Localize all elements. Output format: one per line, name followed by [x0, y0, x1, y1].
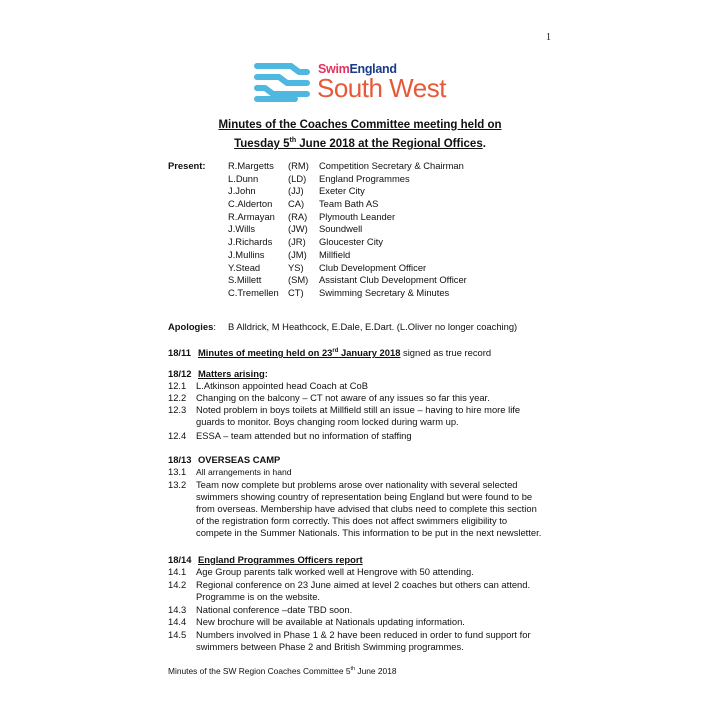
attendee-name: R.Margetts — [228, 160, 274, 171]
apologies-colon: : — [213, 321, 216, 332]
item-text: swimmers between Phase 2 and British Swimming programmes. — [196, 641, 464, 652]
item-text: Changing on the balcony – CT not aware of any issues so far this year. — [196, 392, 490, 403]
section-number: 18/14 — [168, 554, 192, 565]
item-text: L.Atkinson appointed head Coach at CoB — [196, 380, 368, 391]
item-text: New brochure will be available at Nationals updating information. — [196, 616, 465, 627]
attendee-role: Plymouth Leander — [319, 210, 396, 222]
section-18-14 — [168, 554, 363, 566]
attendee-role: Gloucester City — [319, 236, 384, 248]
title-date-text: Tuesday 5 — [234, 137, 290, 150]
section-number: 18/13 — [168, 454, 192, 465]
section-18-12 — [168, 368, 268, 380]
document-title-line1: Minutes of the Coaches Committee meeting held on — [218, 119, 502, 131]
attendee-initials: (JW) — [288, 223, 308, 235]
item-number: 12.4 — [168, 430, 187, 441]
present-label: Present: — [168, 160, 206, 171]
page-footer — [168, 666, 397, 676]
attendee-role: Soundwell — [319, 223, 363, 235]
attendee-initials: (JJ) — [288, 185, 304, 197]
attendee-role: England Programmes — [319, 172, 410, 184]
document-title-line2 — [0, 133, 720, 152]
swim-england-south-west-logo — [253, 58, 468, 108]
attendee-role: Team Bath AS — [319, 198, 379, 210]
item-text: Numbers involved in Phase 1 & 2 have been reduced in order to fund support for — [196, 629, 531, 640]
attendee-name: J.John — [228, 185, 256, 197]
title-date-sup: th — [289, 137, 297, 144]
item-number: 14.1 — [168, 566, 187, 577]
logo-swim-text: Swim — [318, 62, 350, 76]
section-heading-colon: : — [264, 368, 268, 379]
attendee-initials: (LD) — [288, 172, 307, 184]
attendee-role: Club Development Officer — [319, 261, 427, 273]
attendee-initials: YS) — [288, 261, 304, 273]
attendee-name: L.Dunn — [228, 172, 259, 184]
item-text: Team now complete but problems arose over nationality with several selected — [196, 479, 518, 490]
item-text: Age Group parents talk worked well at Hengrove with 50 attending. — [196, 566, 474, 577]
section-heading — [198, 347, 400, 358]
attendee-name: J.Mullins — [228, 248, 265, 260]
item-number: 14.5 — [168, 629, 187, 640]
heading-sup: rd — [332, 348, 339, 354]
item-text: ESSA – team attended but no information of staffing — [196, 430, 412, 441]
attendee-name: J.Richards — [228, 236, 273, 248]
item-text: of the registration form correctly. This does not affect swimmers eligibility to — [196, 515, 508, 526]
attendee-name: C.Alderton — [228, 198, 273, 210]
item-number: 14.2 — [168, 579, 187, 590]
item-number: 13.2 — [168, 479, 187, 490]
item-number: 14.4 — [168, 616, 187, 627]
attendee-initials: (JM) — [288, 248, 307, 260]
item-text: All arrangements in hand — [196, 467, 292, 477]
apologies-label — [168, 321, 216, 333]
item-number: 13.1 — [168, 466, 187, 477]
swim-waves-icon — [253, 61, 311, 105]
item-text: Programme is on the website. — [196, 591, 321, 602]
attendee-initials: CA) — [288, 198, 305, 210]
section-note: signed as true record — [400, 347, 492, 359]
footer-text: Minutes of the SW Region Coaches Committee 5 — [168, 666, 351, 676]
title-period: . — [482, 137, 486, 150]
page-number: 1 — [546, 32, 551, 43]
section-number: 18/12 — [168, 368, 192, 379]
section-heading: England Programmes Officers report — [198, 554, 363, 565]
footer-sup: th — [350, 666, 356, 673]
section-18-13 — [168, 454, 280, 466]
item-text: Regional conference on 23 June aimed at level 2 coaches but others can attend. — [196, 579, 531, 590]
apologies-text: B Alldrick, M Heathcock, E.Dale, E.Dart. (L.Oliver no longer coaching) — [228, 321, 518, 332]
attendee-name: Y.Stead — [228, 261, 261, 273]
item-text: from overseas. Membership have advised that clubs need to complete this section — [196, 503, 537, 514]
attendee-name: J.Wills — [228, 223, 256, 235]
section-heading: Matters arising — [198, 368, 265, 379]
item-text: compete in the Summer Nationals. This information to be put in the next newsletter. — [196, 527, 542, 538]
attendee-role: Swimming Secretary & Minutes — [319, 286, 450, 298]
attendee-name: C.Tremellen — [228, 286, 279, 298]
attendee-initials: (SM) — [288, 274, 309, 286]
logo-region-text: South West — [317, 73, 446, 103]
attendee-initials: (RA) — [288, 210, 308, 222]
attendee-role: Millfield — [319, 248, 351, 260]
item-number: 12.3 — [168, 404, 187, 415]
item-text: Noted problem in boys toilets at Millfield still an issue – having to hire more life — [196, 404, 521, 415]
item-number: 12.2 — [168, 392, 187, 403]
heading-text-end: January 2018 — [338, 347, 401, 359]
attendee-initials: CT) — [288, 286, 304, 298]
attendee-role: Competition Secretary & Chairman — [319, 160, 464, 171]
item-text: National conference –date TBD soon. — [196, 604, 353, 615]
attendee-initials: (RM) — [288, 160, 309, 171]
item-text: swimmers showing country of representation being England but were found to be — [196, 491, 533, 502]
item-text: guards to monitor. Boys changing room locked during warm up. — [196, 416, 459, 427]
title-venue-text: June 2018 at the Regional Offices — [296, 137, 483, 150]
logo-england-text: England — [349, 62, 397, 76]
attendee-name: R.Armayan — [228, 210, 275, 222]
attendee-role: Assistant Club Development Officer — [319, 274, 467, 286]
footer-text-end: June 2018 — [355, 666, 397, 676]
section-number: 18/11 — [168, 347, 191, 359]
heading-text: Minutes of meeting held on 23 — [198, 347, 333, 359]
item-number: 14.3 — [168, 604, 187, 615]
attendee-initials: (JR) — [288, 236, 306, 248]
apologies-label-text: Apologies — [168, 321, 214, 332]
attendee-role: Exeter City — [319, 185, 365, 197]
attendee-name: S.Millett — [228, 274, 262, 286]
section-heading: OVERSEAS CAMP — [198, 454, 281, 465]
section-18-11 — [168, 345, 491, 359]
item-number: 12.1 — [168, 380, 187, 391]
